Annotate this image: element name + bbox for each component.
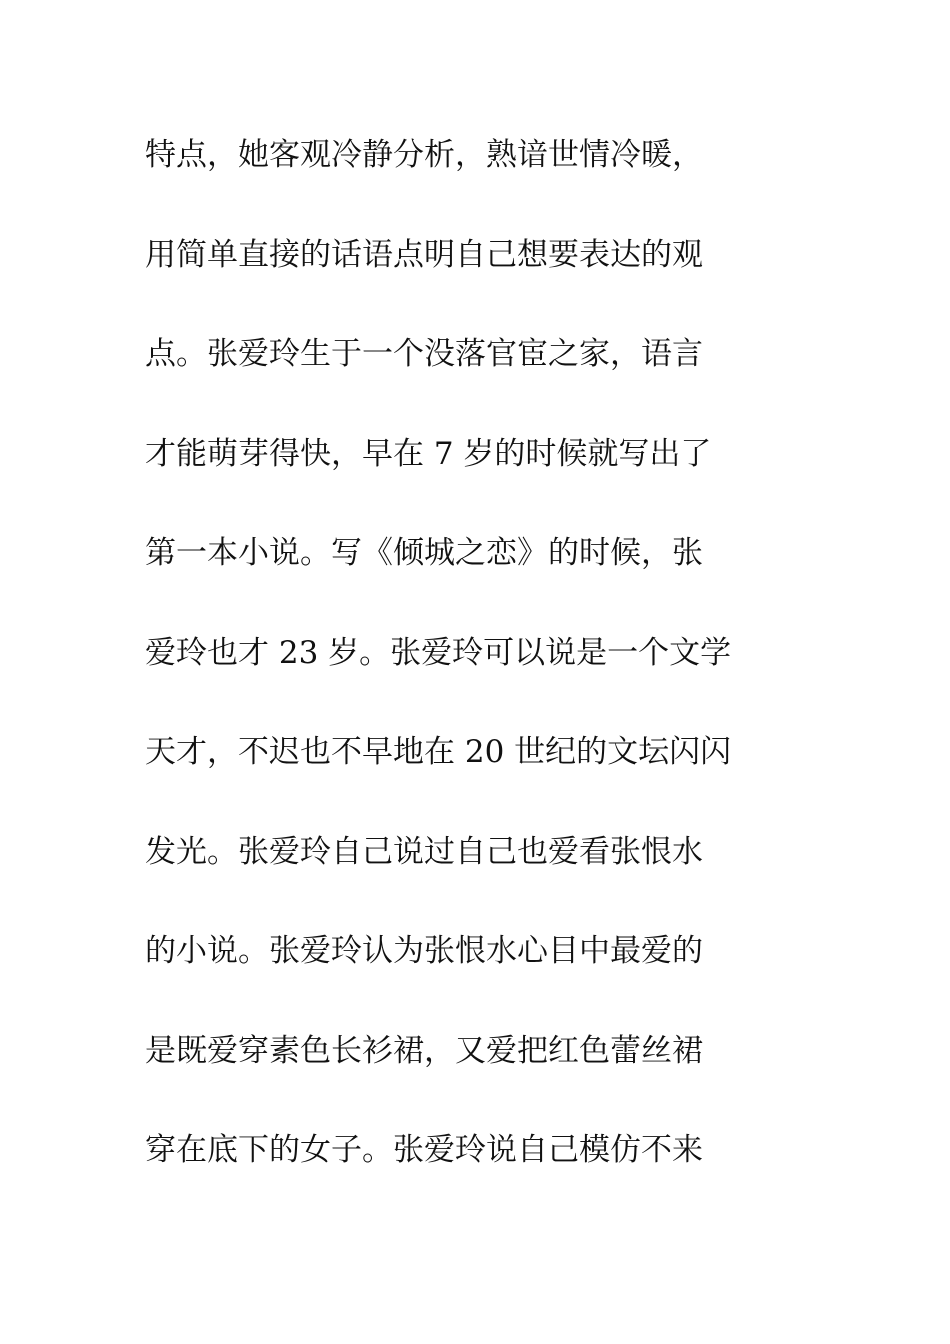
text-line: 特点，她客观冷静分析，熟谙世情冷暖， [145,137,703,173]
text-line: 用简单直接的话语点明自己想要表达的观 [145,236,703,273]
text-line: 爱玲也才 23 岁。张爱玲可以说是一个文学 [145,634,732,671]
text-line: 天才，不迟也不早地在 20 世纪的文坛闪闪 [145,734,732,770]
text-line: 的小说。张爱玲认为张恨水心目中最爱的 [145,933,703,969]
text-line: 发光。张爱玲自己说过自己也爱看张恨水 [145,833,703,870]
text-line: 第一本小说。写《倾城之恋》的时候，张 [145,535,703,571]
text-line: 穿在底下的女子。张爱玲说自己模仿不来 [145,1132,703,1168]
text-line: 才能萌芽得快，早在 7 岁的时候就写出了 [145,435,712,472]
text-line: 点。张爱玲生于一个没落官宦之家，语言 [145,336,703,372]
body-text [145,127,825,1222]
text-line: 是既爱穿素色长衫裙，又爱把红色蕾丝裙 [145,1032,703,1069]
